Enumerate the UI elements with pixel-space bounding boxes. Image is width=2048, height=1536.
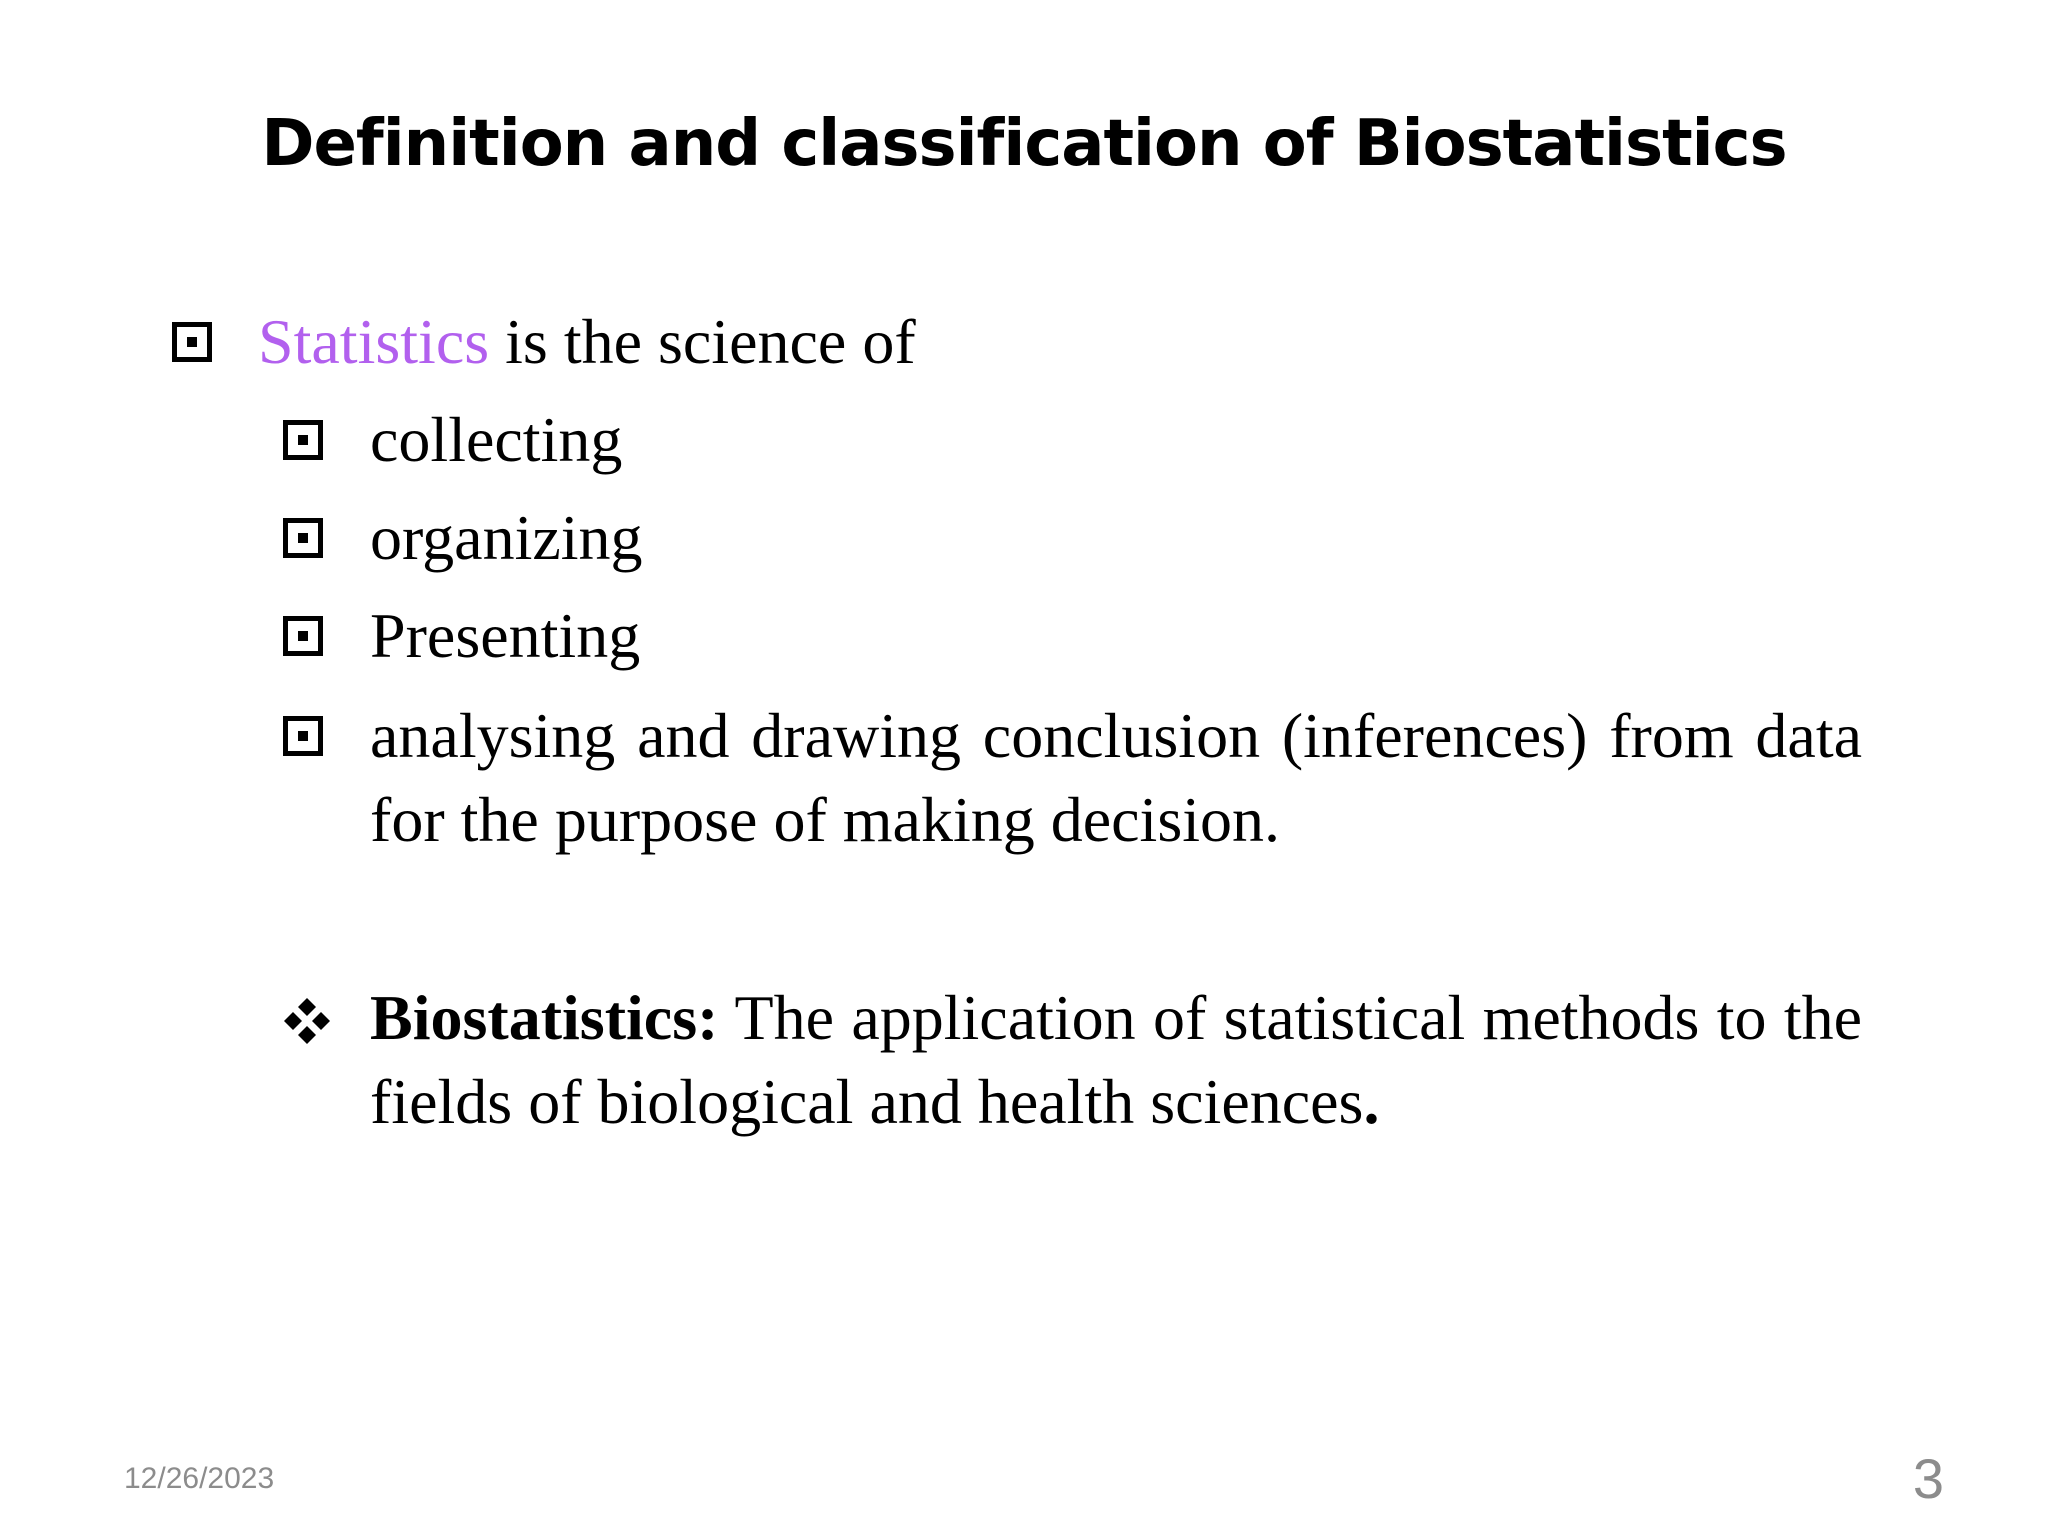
- intro-text: is the science of: [489, 306, 916, 377]
- definition-term: Biostatistics:: [370, 982, 719, 1053]
- page-number: 3: [1912, 1447, 1944, 1510]
- list-item: Presenting: [370, 600, 641, 671]
- definition-paragraph: [370, 976, 1862, 1144]
- boxed-square-bullet-icon: [283, 616, 323, 656]
- definition-text: The application of statistical methods to the fields of biological and health sciences: [370, 982, 1862, 1137]
- boxed-square-bullet-icon: [172, 322, 212, 362]
- definition-end: .: [1363, 1066, 1380, 1137]
- slide-title: Definition and classification of Biostatistics: [261, 107, 1787, 181]
- boxed-square-bullet-icon: [283, 420, 323, 460]
- footer-date: 12/26/2023: [124, 1462, 275, 1495]
- list-item: organizing: [370, 502, 643, 573]
- list-item: collecting: [370, 404, 623, 475]
- boxed-square-bullet-icon: [283, 518, 323, 558]
- highlight-term: Statistics: [258, 306, 490, 377]
- boxed-square-bullet-icon: [283, 716, 323, 756]
- list-item-intro: [258, 300, 916, 384]
- list-item: analysing and drawing conclusion (inferences) from data for the purpose of making decision.: [370, 700, 1862, 855]
- four-diamond-bullet-icon: [282, 996, 332, 1046]
